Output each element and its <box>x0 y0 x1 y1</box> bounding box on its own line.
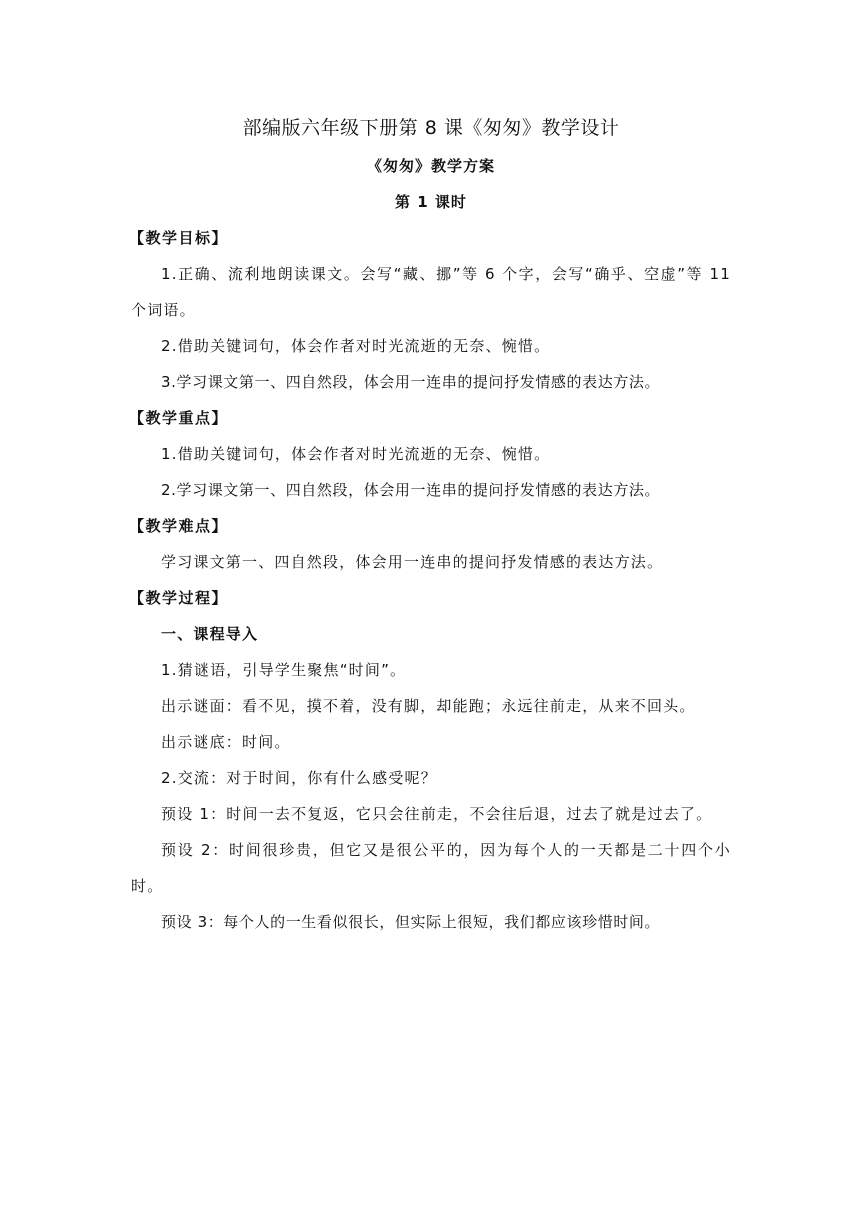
process-paragraph: 1.猜谜语，引导学生聚焦“时间”。 <box>161 661 407 679</box>
plan-subtitle: 《匆匆》教学方案 <box>366 157 495 175</box>
document-body <box>131 112 731 940</box>
lesson-label: 第 1 课时 <box>395 193 467 211</box>
process-paragraph: 2.交流：对于时间，你有什么感受呢？ <box>161 769 437 787</box>
process-paragraph: 预设 1：时间一去不复返，它只会往前走，不会往后退，过去了就是过去了。 <box>161 805 713 823</box>
process-paragraph: 预设 2：时间很珍贵，但它又是很公平的，因为每个人的一天都是二十四个小时。 <box>131 841 731 895</box>
process-subheading: 一、课程导入 <box>161 625 259 643</box>
key-point-item: 1.借助关键词句，体会作者对时光流逝的无奈、惋惜。 <box>161 445 551 463</box>
process-paragraph: 出示谜底：时间。 <box>161 733 291 751</box>
difficult-points-heading: 【教学难点】 <box>129 517 229 535</box>
process-heading: 【教学过程】 <box>129 589 229 607</box>
process-paragraph: 出示谜面：看不见，摸不着，没有脚，却能跑；永远往前走，从来不回头。 <box>161 697 696 715</box>
document-title: 部编版六年级下册第 8 课《匆匆》教学设计 <box>242 117 620 139</box>
goal-item: 2.借助关键词句，体会作者对时光流逝的无奈、惋惜。 <box>161 337 551 355</box>
goal-item: 1.正确、流利地朗读课文。会写“藏、挪”等 6 个字，会写“确乎、空虚”等 11 个词语。 <box>131 265 731 319</box>
goal-item: 3.学习课文第一、四自然段，体会用一连串的提问抒发情感的表达方法。 <box>161 373 661 391</box>
key-point-item: 2.学习课文第一、四自然段，体会用一连串的提问抒发情感的表达方法。 <box>161 481 661 499</box>
key-points-heading: 【教学重点】 <box>129 409 229 427</box>
process-paragraph: 预设 3：每个人的一生看似很长，但实际上很短，我们都应该珍惜时间。 <box>161 913 661 931</box>
goals-heading: 【教学目标】 <box>129 229 229 247</box>
difficult-point-item: 学习课文第一、四自然段，体会用一连串的提问抒发情感的表达方法。 <box>161 553 664 571</box>
